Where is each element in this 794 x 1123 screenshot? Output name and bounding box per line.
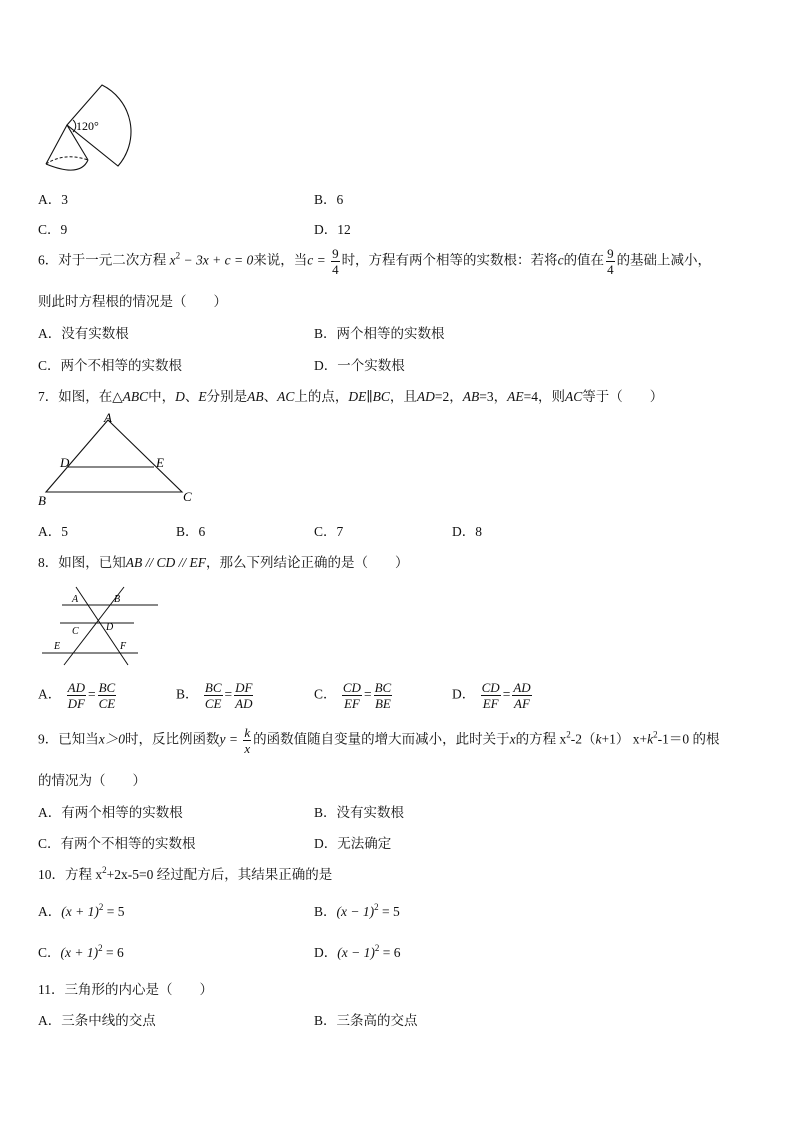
q9-option-b[interactable]: B．没有实数根 xyxy=(314,805,405,820)
q5-option-a[interactable]: A．3 xyxy=(38,192,68,207)
q10-option-a[interactable]: A．$(x + 1)^2 = 5$ xyxy=(38,902,125,919)
point-e-label: E xyxy=(156,455,164,470)
q7-option-b[interactable]: B．6 xyxy=(176,524,206,539)
point-b-label: B xyxy=(114,594,121,605)
vertex-c-label: C xyxy=(183,489,192,504)
q7-option-d[interactable]: D．8 xyxy=(452,524,482,539)
point-a-label: A xyxy=(72,594,79,605)
fraction-9-4: $\frac{9}{4}$ xyxy=(332,246,339,277)
q7-option-c[interactable]: C．7 xyxy=(314,524,344,539)
q7-option-a[interactable]: A．5 xyxy=(38,524,68,539)
question-6-line2: 则此时方程根的情况是（ ） xyxy=(38,294,227,309)
q9-option-a[interactable]: A．有两个相等的实数根 xyxy=(38,805,183,820)
point-d-label: D xyxy=(60,455,70,470)
question-7-stem: 7．如图，在△ABC中，D、E分别是AB、AC上的点，DE∥BC，且AD=2，AB=3，AE=4，则AC等于（ ） xyxy=(38,389,664,404)
vertex-a-label: A xyxy=(104,410,112,425)
q10-option-c[interactable]: C．$(x + 1)^2 = 6$ xyxy=(38,943,124,960)
parallel-lines-figure xyxy=(38,585,148,670)
point-e-label: E xyxy=(54,641,61,652)
cone-sector-figure xyxy=(40,80,140,180)
question-9-line2: 的情况为（ ） xyxy=(38,773,146,788)
point-c-label: C xyxy=(72,626,79,637)
angle-label: 120° xyxy=(76,119,99,133)
question-9-stem: 9．已知当x＞0时，反比例函数y = $\frac{k}{x}$ 的函数值随自变量的增大而减小，此时关于x的方程 $x^2-2(k+1)$ $x+k^2-1=0$ 的根 xyxy=(38,725,720,756)
q8-option-c[interactable]: C． $\frac{CD}{EF}$ = $\frac{BC}{BE}$ xyxy=(314,680,392,711)
q8-option-d[interactable]: D． $\frac{CD}{EF}$ = $\frac{AD}{AF}$ xyxy=(452,680,531,711)
triangle-figure xyxy=(36,410,206,510)
q6-option-c[interactable]: C．两个不相等的实数根 xyxy=(38,358,183,373)
question-8-stem: 8．如图，已知AB // CD // EF，那么下列结论正确的是（ ） xyxy=(38,555,409,570)
q6-option-a[interactable]: A．没有实数根 xyxy=(38,326,129,341)
vertex-b-label: B xyxy=(38,493,46,508)
q8-option-a[interactable]: A． $\frac{AD}{DF}$ = $\frac{BC}{CE}$ xyxy=(38,680,116,711)
q10-option-b[interactable]: B．$(x - 1)^2 = 5$ xyxy=(314,902,400,919)
fraction-k-x: $\frac{k}{x}$ xyxy=(244,725,251,756)
question-10-stem: 10．方程 $x^2+2x-5=0$ 经过配方后，其结果正确的是 xyxy=(38,865,333,882)
q11-option-a[interactable]: A．三条中线的交点 xyxy=(38,1013,156,1028)
question-6-stem: 6．对于一元二次方程 $x^2 - 3x + c = 0$来说，当c = $\frac{9}{4}$ 时，方程有两个相等的实数根：若将c的值在 $\frac{9}{4}$ 的基础上减小， xyxy=(38,246,712,277)
q6-option-b[interactable]: B．两个相等的实数根 xyxy=(314,326,445,341)
q11-option-b[interactable]: B．三条高的交点 xyxy=(314,1013,418,1028)
point-d-label: D xyxy=(106,622,114,633)
q10-option-d[interactable]: D．$(x - 1)^2 = 6$ xyxy=(314,943,401,960)
point-f-label: F xyxy=(120,641,127,652)
q5-option-c[interactable]: C．9 xyxy=(38,222,68,237)
q9-option-d[interactable]: D．无法确定 xyxy=(314,836,392,851)
q6-option-d[interactable]: D．一个实数根 xyxy=(314,358,405,373)
question-11-stem: 11．三角形的内心是（ ） xyxy=(38,982,213,997)
fraction-9-4: $\frac{9}{4}$ xyxy=(607,246,614,277)
q5-option-d[interactable]: D．12 xyxy=(314,222,351,237)
q9-option-c[interactable]: C．有两个不相等的实数根 xyxy=(38,836,196,851)
q8-option-b[interactable]: B． $\frac{BC}{CE}$ = $\frac{DF}{AD}$ xyxy=(176,680,253,711)
q5-option-b[interactable]: B．6 xyxy=(314,192,344,207)
